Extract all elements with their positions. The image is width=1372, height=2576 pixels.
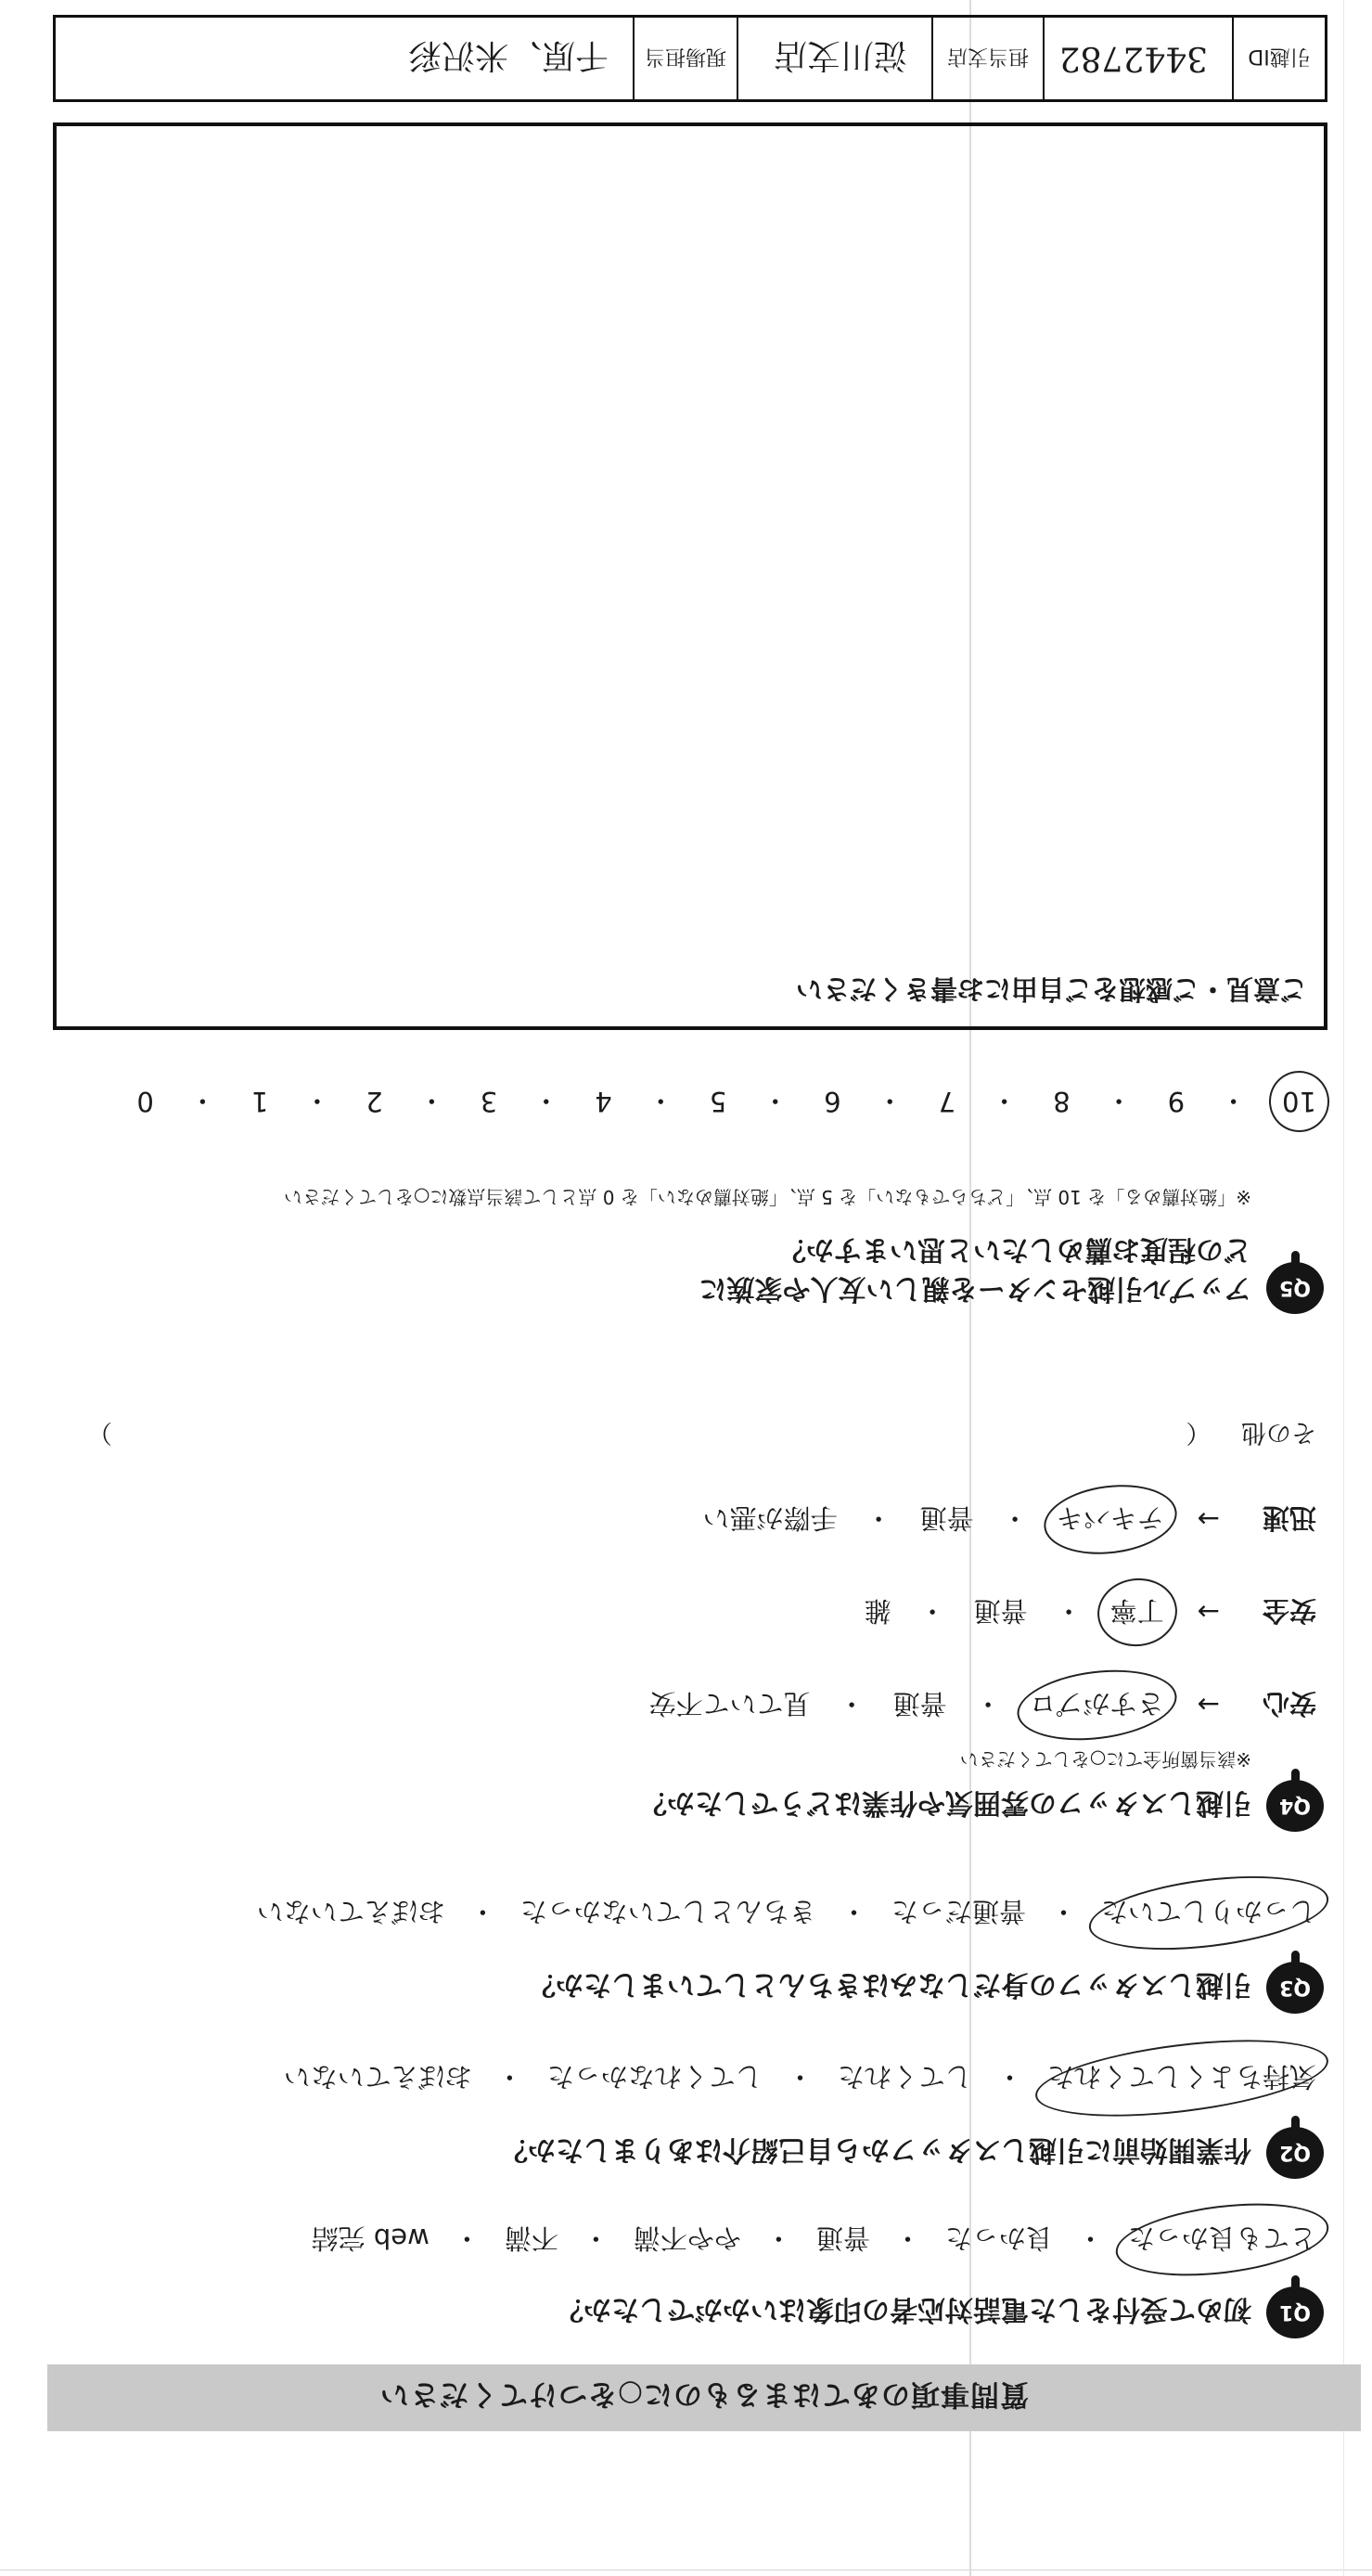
score-5[interactable]: 5	[709, 1086, 727, 1118]
separator-dot: ・	[532, 1085, 560, 1116]
q5-badge: Q5	[1266, 1262, 1324, 1314]
q4-row-reassurance	[649, 1686, 1316, 1724]
score-6[interactable]: 6	[824, 1086, 841, 1118]
score-4[interactable]: 4	[595, 1086, 612, 1118]
separator-dot: ・	[840, 1896, 867, 1927]
q4-row-safety	[865, 1593, 1316, 1631]
separator-dot: ・	[647, 1085, 674, 1116]
arrow-icon: →	[1197, 1503, 1220, 1536]
score-2[interactable]: 2	[365, 1086, 383, 1118]
q3-options	[36, 1894, 1316, 1932]
comment-box[interactable]	[53, 122, 1327, 1030]
field-staff-label: 現場担当	[633, 18, 737, 99]
q2-option-did-not[interactable]: してくれなかった	[546, 2061, 763, 2093]
separator-dot: ・	[188, 1085, 216, 1116]
q5-title-line-1: アップル引越センターを親しい友人や家族に	[699, 1272, 1251, 1305]
separator-dot: ・	[1049, 1896, 1077, 1927]
separator-dot: ・	[995, 2061, 1023, 2093]
score-10[interactable]: 10	[1282, 1086, 1316, 1118]
separator-dot: ・	[991, 1085, 1019, 1116]
q5-title-line-2: どの程度お薦めしたいと思いますか？	[778, 1233, 1251, 1266]
q4-row-label: 安心	[1262, 1688, 1316, 1719]
q4-note: ※該当箇所全てに○をしてください	[959, 1748, 1251, 1771]
separator-dot: ・	[762, 1085, 789, 1116]
arrow-icon: →	[1197, 1596, 1220, 1629]
q4-other-row	[87, 1417, 1316, 1453]
field-staff-value: 千原、米沢彩	[407, 36, 609, 75]
q2-title: 作業開始前に引越しスタッフから自己紹介はありましたか？	[500, 2133, 1251, 2166]
id-table	[53, 15, 1327, 102]
comment-box-label: ご意見・ご感想をご自由にお書きください	[795, 973, 1307, 1005]
q4-option-anxious[interactable]: 見ていて不安	[648, 1688, 811, 1719]
score-8[interactable]: 8	[1053, 1086, 1071, 1118]
separator-dot: ・	[918, 1595, 946, 1627]
separator-dot: ・	[865, 1502, 892, 1534]
q3-option-normal[interactable]: 普通だった	[891, 1896, 1026, 1927]
score-3[interactable]: 3	[480, 1086, 498, 1118]
q4-option-pro[interactable]: さすがプロ	[1030, 1686, 1164, 1724]
q2-badge: Q2	[1266, 2127, 1324, 2179]
q1-option-somewhat-dissatisfied[interactable]: やや不満	[633, 2222, 741, 2254]
separator-dot: ・	[453, 2222, 481, 2254]
move-id-label: 引越ID	[1232, 18, 1325, 99]
separator-dot: ・	[1105, 1085, 1133, 1116]
q4-option-efficient[interactable]: テキパキ	[1057, 1501, 1164, 1539]
q4-other-label: その他	[1241, 1418, 1316, 1447]
q4-badge: Q4	[1266, 1780, 1324, 1832]
q1-options	[36, 2221, 1316, 2259]
separator-dot: ・	[764, 2222, 792, 2254]
separator-dot: ・	[417, 1085, 445, 1116]
separator-dot: ・	[786, 2061, 814, 2093]
separator-dot: ・	[1055, 1595, 1083, 1627]
separator-dot: ・	[1001, 1502, 1029, 1534]
q4-option-clumsy[interactable]: 手際が悪い	[702, 1502, 838, 1534]
q1-badge: Q1	[1266, 2286, 1324, 2338]
score-1[interactable]: 1	[250, 1086, 269, 1118]
branch-value: 淀川支店	[737, 18, 931, 99]
q4-option-careful[interactable]: 丁寧	[1110, 1593, 1164, 1631]
q1-option-normal[interactable]: 普通	[815, 2222, 870, 2254]
separator-dot: ・	[876, 1085, 904, 1116]
separator-dot: ・	[1076, 2222, 1104, 2254]
separator-dot: ・	[495, 2061, 523, 2093]
q4-option-normal[interactable]: 普通	[892, 1688, 947, 1719]
q4-option-normal[interactable]: 普通	[973, 1595, 1028, 1627]
separator-dot: ・	[582, 2222, 609, 2254]
separator-dot: ・	[974, 1688, 1002, 1719]
separator-dot: ・	[893, 2222, 921, 2254]
score-9[interactable]: 9	[1167, 1086, 1186, 1118]
separator-dot: ・	[838, 1688, 866, 1719]
q1-option-good[interactable]: 良かった	[944, 2222, 1053, 2254]
separator-dot: ・	[303, 1085, 331, 1116]
q1-option-dissatisfied[interactable]: 不満	[504, 2222, 558, 2254]
q5-score-scale	[18, 1083, 1316, 1121]
q2-option-did[interactable]: してくれた	[837, 2061, 972, 2093]
paper-edge	[1343, 0, 1344, 2576]
separator-dot: ・	[468, 1896, 496, 1927]
q3-title: 引越しスタッフの身だしなみはきちんとしていましたか？	[528, 1968, 1251, 2001]
q3-option-dont-remember[interactable]: おぼえていない	[256, 1896, 445, 1927]
q1-option-web[interactable]: web 完結	[311, 2222, 430, 2254]
q1-option-very-good[interactable]: とても良かった	[1128, 2221, 1316, 2259]
move-id-value: 3442782	[1043, 18, 1232, 99]
q3-badge: Q3	[1266, 1962, 1324, 2014]
q4-other-close-paren: ）	[87, 1418, 112, 1447]
q4-row-label: 迅速	[1262, 1502, 1316, 1534]
q4-row-speed	[703, 1501, 1316, 1539]
score-0[interactable]: 0	[136, 1086, 154, 1118]
q4-row-label: 安全	[1262, 1595, 1316, 1627]
q2-option-dont-remember[interactable]: おぼえていない	[283, 2061, 472, 2093]
q4-title: 引越しスタッフの雰囲気や作業はどうでしたか？	[639, 1786, 1251, 1819]
q3-option-neat[interactable]: しっかりしていた	[1101, 1894, 1316, 1932]
score-7[interactable]: 7	[938, 1086, 956, 1118]
separator-dot: ・	[1220, 1085, 1248, 1116]
q2-options	[36, 2059, 1316, 2097]
q4-other-open-paren: （	[1186, 1418, 1212, 1447]
q5-note: ※「絶対薦める」を 10 点、「どちらでもない」を 5 点、「絶対薦めない」を 0 点として該当点数に○をしてください	[283, 1186, 1251, 1208]
q4-option-normal[interactable]: 普通	[919, 1502, 974, 1534]
instruction-banner: 質問事項のあてはまるものに○をつけてください	[47, 2364, 1361, 2431]
q2-option-pleasant[interactable]: 気持ちよくしてくれた	[1047, 2059, 1316, 2097]
q4-option-rough[interactable]: 雑	[864, 1595, 891, 1627]
branch-label: 担当支店	[931, 18, 1043, 99]
q1-title: 初めて受付をした電話対応者の印象はいかがでしたか？	[556, 2293, 1251, 2325]
q3-option-not-neat[interactable]: きちんとしていなかった	[519, 1896, 816, 1927]
arrow-icon: →	[1197, 1689, 1220, 1721]
